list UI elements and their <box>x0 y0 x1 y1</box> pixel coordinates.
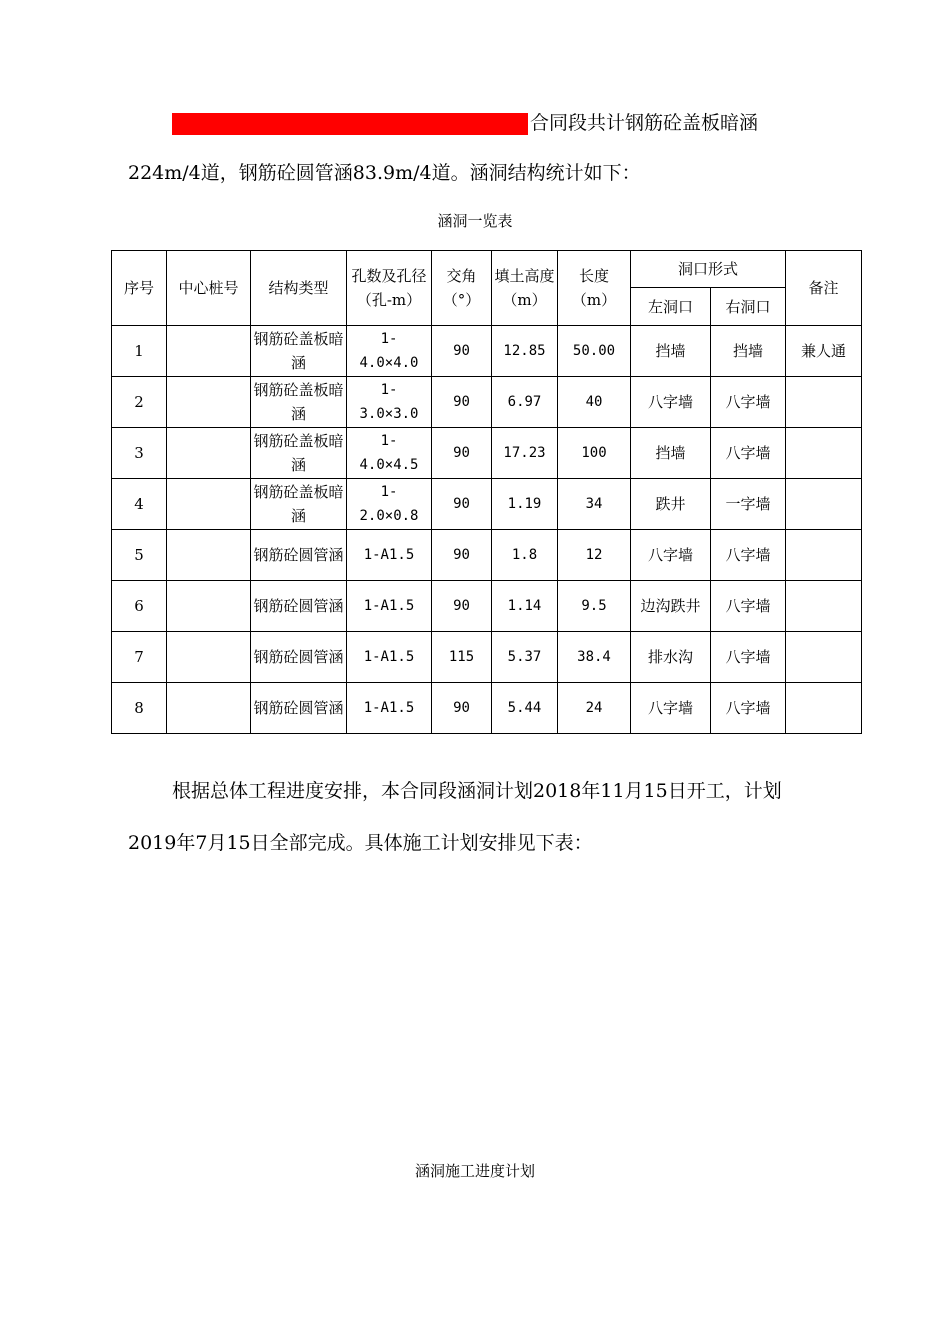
cell-fill: 6.97 <box>492 377 558 428</box>
cell-seq: 8 <box>112 683 167 734</box>
cell-length: 12 <box>558 530 631 581</box>
intro-line-1: 合同段共计钢筋砼盖板暗涵 <box>530 112 759 134</box>
cell-type: 钢筋砼圆管涵 <box>251 683 347 734</box>
cell-holes <box>347 632 432 683</box>
cell-seq: 4 <box>112 479 167 530</box>
header-length-unit: （m） <box>571 291 617 309</box>
cell-seq: 2 <box>112 377 167 428</box>
culvert-table <box>111 250 862 734</box>
cell-right-portal: 八字墙 <box>711 377 786 428</box>
para2-line-1: 根据总体工程进度安排，本合同段涵洞计划2018年11月15日开工，计划 <box>172 780 782 802</box>
cell-seq: 1 <box>112 326 167 377</box>
cell-right-portal: 八字墙 <box>711 632 786 683</box>
cell-seq: 3 <box>112 428 167 479</box>
cell-holes <box>347 377 432 428</box>
cell-left-portal: 八字墙 <box>631 683 711 734</box>
cell-type: 钢筋砼盖板暗涵 <box>251 428 347 479</box>
cell-holes <box>347 683 432 734</box>
cell-length: 24 <box>558 683 631 734</box>
cell-fill: 17.23 <box>492 428 558 479</box>
cell-fill: 1.14 <box>492 581 558 632</box>
cell-type: 钢筋砼圆管涵 <box>251 581 347 632</box>
cell-type: 钢筋砼盖板暗涵 <box>251 479 347 530</box>
cell-fill: 5.37 <box>492 632 558 683</box>
cell-type: 钢筋砼盖板暗涵 <box>251 377 347 428</box>
cell-angle: 90 <box>432 479 492 530</box>
cell-length: 38.4 <box>558 632 631 683</box>
header-angle-main: 交角 <box>446 267 477 285</box>
cell-right-portal: 八字墙 <box>711 428 786 479</box>
cell-left-portal: 跌井 <box>631 479 711 530</box>
cell-holes <box>347 479 432 530</box>
cell-fill: 12.85 <box>492 326 558 377</box>
header-type: 结构类型 <box>251 251 347 326</box>
cell-left-portal: 边沟跌井 <box>631 581 711 632</box>
header-left-portal: 左洞口 <box>631 288 711 326</box>
cell-holes-line: 3.0×3.0 <box>359 406 419 422</box>
header-fill <box>492 251 558 326</box>
cell-right-portal: 八字墙 <box>711 683 786 734</box>
cell-holes-line: 1-A1.5 <box>363 649 415 665</box>
header-holes <box>347 251 432 326</box>
cell-holes-line: 2.0×0.8 <box>359 508 419 524</box>
cell-holes-line: 4.0×4.0 <box>359 355 419 371</box>
table-row <box>112 326 862 377</box>
header-angle <box>432 251 492 326</box>
cell-note <box>786 479 862 530</box>
table-row <box>112 377 862 428</box>
header-center: 中心桩号 <box>167 251 251 326</box>
cell-holes-line: 1-A1.5 <box>363 700 415 716</box>
cell-center <box>167 377 251 428</box>
cell-angle: 90 <box>432 377 492 428</box>
header-note: 备注 <box>786 251 862 326</box>
cell-note <box>786 632 862 683</box>
cell-note <box>786 683 862 734</box>
table-row <box>112 479 862 530</box>
cell-angle: 90 <box>432 683 492 734</box>
header-seq: 序号 <box>112 251 167 326</box>
header-angle-unit: （°） <box>442 291 481 309</box>
cell-length: 34 <box>558 479 631 530</box>
cell-fill: 1.19 <box>492 479 558 530</box>
cell-center <box>167 428 251 479</box>
cell-holes <box>347 530 432 581</box>
cell-length: 40 <box>558 377 631 428</box>
cell-center <box>167 326 251 377</box>
cell-type: 钢筋砼圆管涵 <box>251 632 347 683</box>
cell-holes-line: 1- <box>380 382 398 398</box>
cell-note <box>786 428 862 479</box>
cell-left-portal: 挡墙 <box>631 428 711 479</box>
cell-holes-line: 1- <box>380 433 398 449</box>
cell-right-portal: 八字墙 <box>711 530 786 581</box>
cell-holes <box>347 428 432 479</box>
cell-seq: 6 <box>112 581 167 632</box>
table-row <box>112 530 862 581</box>
header-fill-main: 填土高度 <box>494 267 555 285</box>
cell-left-portal: 八字墙 <box>631 377 711 428</box>
cell-center <box>167 683 251 734</box>
cell-seq: 7 <box>112 632 167 683</box>
cell-holes-line: 4.0×4.5 <box>359 457 419 473</box>
cell-center <box>167 530 251 581</box>
para2-line-2: 2019年7月15日全部完成。具体施工计划安排见下表： <box>128 832 593 854</box>
cell-right-portal: 八字墙 <box>711 581 786 632</box>
table-row <box>112 581 862 632</box>
table-row <box>112 632 862 683</box>
schedule-caption: 涵洞施工进度计划 <box>414 1162 535 1180</box>
header-holes-unit: （孔-m） <box>356 291 422 309</box>
cell-holes <box>347 581 432 632</box>
cell-left-portal: 排水沟 <box>631 632 711 683</box>
cell-angle: 90 <box>432 326 492 377</box>
cell-note <box>786 377 862 428</box>
cell-note <box>786 530 862 581</box>
header-portal: 洞口形式 <box>631 251 786 288</box>
cell-holes <box>347 326 432 377</box>
table-caption: 涵洞一览表 <box>437 212 513 230</box>
redaction-bar <box>172 113 528 135</box>
cell-fill: 5.44 <box>492 683 558 734</box>
cell-right-portal: 挡墙 <box>711 326 786 377</box>
cell-center <box>167 581 251 632</box>
cell-note <box>786 581 862 632</box>
cell-angle: 90 <box>432 581 492 632</box>
cell-length: 9.5 <box>558 581 631 632</box>
header-length <box>558 251 631 326</box>
header-fill-unit: （m） <box>502 291 547 309</box>
intro-line-2: 224m/4道，钢筋砼圆管涵83.9m/4道。涵洞结构统计如下： <box>128 162 641 184</box>
cell-holes-line: 1- <box>380 331 398 347</box>
cell-right-portal: 一字墙 <box>711 479 786 530</box>
cell-fill: 1.8 <box>492 530 558 581</box>
cell-left-portal: 八字墙 <box>631 530 711 581</box>
cell-note: 兼人通 <box>786 326 862 377</box>
cell-length: 50.00 <box>558 326 631 377</box>
header-holes-main: 孔数及孔径 <box>351 267 427 285</box>
cell-center <box>167 479 251 530</box>
cell-type: 钢筋砼盖板暗涵 <box>251 326 347 377</box>
cell-length: 100 <box>558 428 631 479</box>
cell-center <box>167 632 251 683</box>
header-length-main: 长度 <box>578 267 609 285</box>
cell-angle: 115 <box>432 632 492 683</box>
cell-holes-line: 1- <box>380 484 398 500</box>
cell-type: 钢筋砼圆管涵 <box>251 530 347 581</box>
table-row <box>112 428 862 479</box>
cell-left-portal: 挡墙 <box>631 326 711 377</box>
cell-angle: 90 <box>432 530 492 581</box>
cell-angle: 90 <box>432 428 492 479</box>
header-right-portal: 右洞口 <box>711 288 786 326</box>
cell-holes-line: 1-A1.5 <box>363 547 415 563</box>
cell-seq: 5 <box>112 530 167 581</box>
table-row <box>112 683 862 734</box>
cell-holes-line: 1-A1.5 <box>363 598 415 614</box>
